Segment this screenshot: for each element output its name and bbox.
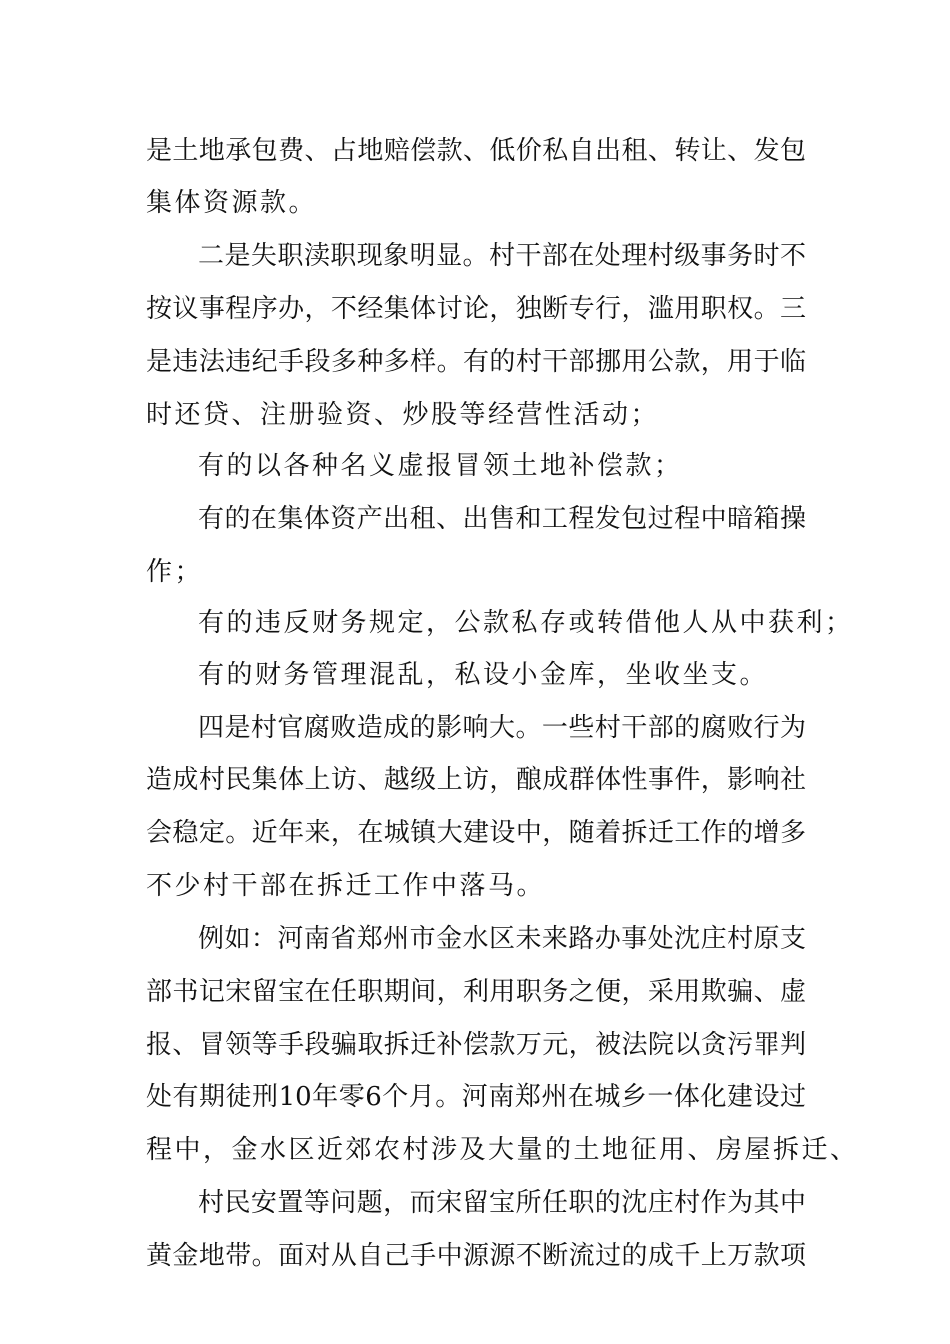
text-line: 四是村官腐败造成的影响大。一些村干部的腐败行为 — [198, 713, 806, 743]
text-line: 造成村民集体上访、越级上访，酿成群体性事件，影响社 — [146, 765, 806, 795]
text-line: 是土地承包费、占地赔偿款、低价私自出租、转让、发包 — [146, 136, 806, 166]
text-line: 时还贷、注册验资、炒股等经营性活动； — [146, 400, 660, 430]
text-line: 村民安置等问题，而宋留宝所任职的沈庄村作为其中 — [198, 1188, 806, 1218]
text-line: 集体资源款。 — [146, 188, 318, 218]
text-line: 有的财务管理混乱，私设小金库，坐收坐支。 — [198, 660, 769, 690]
text-line: 例如：河南省郑州市金水区未来路办事处沈庄村原支 — [198, 924, 806, 954]
text-line: 程中，金水区近郊农村涉及大量的土地征用、房屋拆迁、 — [146, 1135, 859, 1165]
text-line: 黄金地带。面对从自己手中源源不断流过的成千上万款项 — [146, 1241, 806, 1271]
text-line: 会稳定。近年来，在城镇大建设中，随着拆迁工作的增多 — [146, 818, 806, 848]
text-line: 不少村干部在拆迁工作中落马。 — [146, 871, 546, 901]
text-line: 报、冒领等手段骗取拆迁补偿款万元，被法院以贪污罪判 — [146, 1030, 806, 1060]
text-line: 按议事程序办，不经集体讨论，独断专行，滥用职权。三 — [146, 294, 806, 324]
text-line: 作； — [146, 557, 204, 587]
text-line: 是违法违纪手段多种多样。有的村干部挪用公款，用于临 — [146, 347, 806, 377]
text-line: 有的以各种名义虚报冒领土地补偿款； — [198, 451, 683, 481]
text-line: 有的在集体资产出租、出售和工程发包过程中暗箱操 — [198, 504, 806, 534]
text-line: 有的违反财务规定，公款私存或转借他人从中获利； — [198, 608, 854, 638]
text-line: 处有期徒刑10年零6个月。河南郑州在城乡一体化建设过 — [146, 1082, 806, 1112]
text-line: 二是失职渎职现象明显。村干部在处理村级事务时不 — [198, 241, 806, 271]
text-line: 部书记宋留宝在任职期间，利用职务之便，采用欺骗、虚 — [146, 977, 806, 1007]
